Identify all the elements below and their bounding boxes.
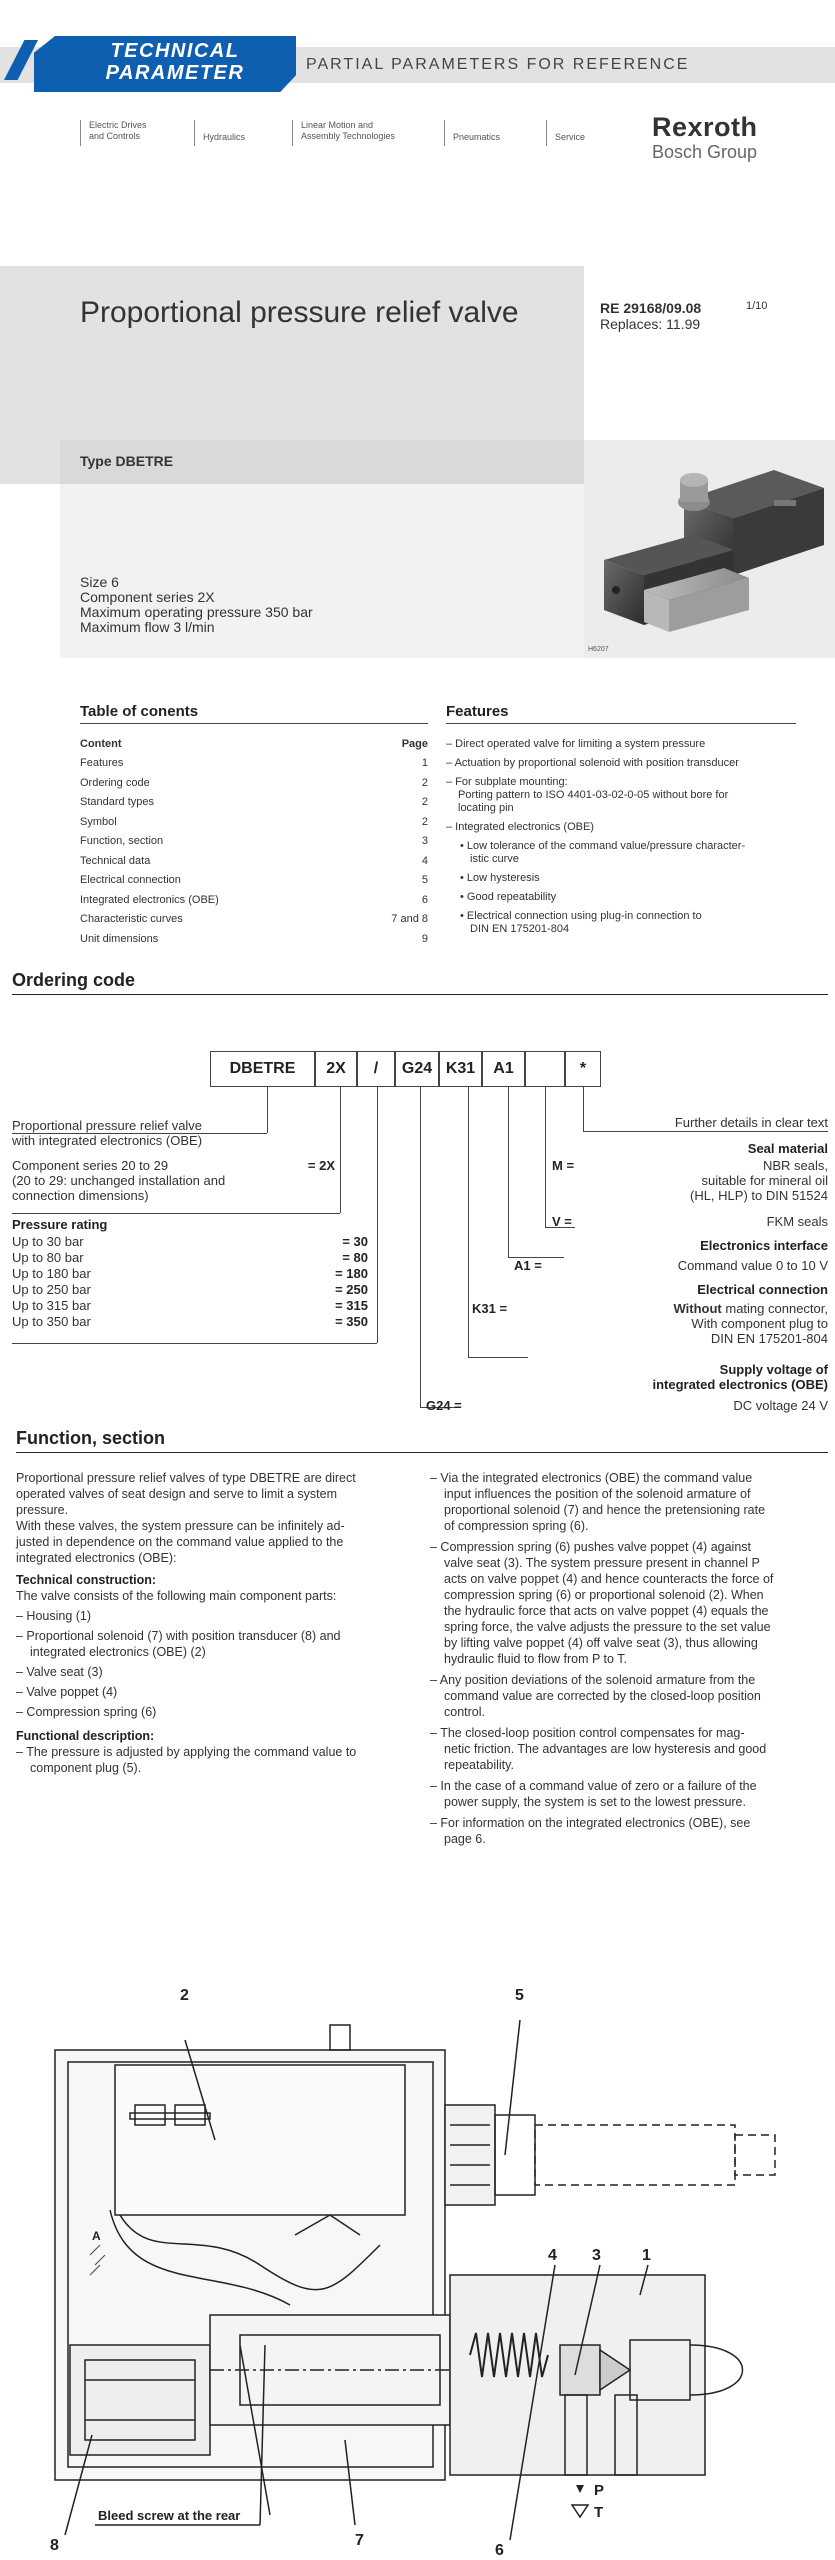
toc-page: 7 and 8 [391, 913, 428, 925]
nav-electric-drives[interactable]: Electric Drives and Controls [80, 120, 147, 146]
function-text-line: proportional solenoid (7) and hence the pretensioning rate [444, 1503, 766, 1517]
code-box-voltage: G24 [395, 1051, 439, 1087]
toc-row[interactable] [80, 777, 428, 789]
function-text-line: power supply, the system is set to the lowest pressure. [444, 1795, 746, 1809]
function-text-line: hydraulic fluid to flow from P to T. [444, 1652, 627, 1666]
pressure-code: = 180 [335, 1266, 368, 1281]
code-box-pressure: / [357, 1051, 395, 1087]
function-text-line: – Via the integrated electronics (OBE) the command value [430, 1471, 753, 1485]
toc-row[interactable] [80, 757, 428, 769]
page-number: 1/10 [746, 300, 768, 312]
function-text-line: compression spring (6) or proportional solenoid (2). When [444, 1588, 764, 1602]
toc-row[interactable] [80, 913, 428, 925]
callout-7: 7 [355, 2532, 364, 2549]
brand-logo: Rexroth [652, 112, 758, 142]
features-list: – Direct operated valve for limiting a system pressure – Actuation by proportional solenoid with position transducer – For subplate mounting: Porting pattern to ISO 4401-03-02-0-05 without bore for locating pin – Integrated electronics (OBE) • Low tolerance of the command value/pressure character- istic curve • Low hysteresis • Good repeatability • Electrical connection using plug-in connection to DIN EN 175201-804 [446, 738, 796, 936]
series-code: = 2X [307, 1158, 335, 1173]
type-label: Type DBETRE [80, 453, 174, 469]
pressure-label: Up to 250 bar [12, 1282, 91, 1297]
series-desc: Component series 20 to 29 (20 to 29: unchanged installation and connection dimensions) [12, 1158, 226, 1203]
function-text-line: page 6. [444, 1832, 486, 1846]
toc-page: 3 [421, 835, 428, 847]
callout-3: 3 [592, 2247, 601, 2264]
interface-a1-code: A1 = [514, 1258, 542, 1273]
function-left-column: Proportional pressure relief valves of type DBETRE are direct operated valves of seat design and serve to limit a system pressure. With these valves, the system pressure can be infinitely ad- justed in dependence on the command value applied to the integrated electronics (OBE): Technical construction: The valve consists of the following main component parts: – Housing (1) – Proportional solenoid (7) with position transducer (8) and integrated electronics (OBE) (2) – Valve seat (3) – Valve poppet (4) – Compression spring (6) Functional description: – The pressure is adjusted by applying the command value to component plug (5). [16, 1470, 416, 1776]
code-box-series: 2X [315, 1051, 357, 1087]
function-text-line: valve seat (3). The system pressure present in channel P [444, 1556, 760, 1570]
pressure-label: Up to 80 bar [12, 1250, 84, 1265]
function-heading: Function, section [16, 1428, 166, 1448]
pressure-code: = 80 [342, 1250, 368, 1265]
component-item: – Proportional solenoid (7) with position transducer (8) and [16, 1629, 341, 1643]
feature-item: – Integrated electronics (OBE) [446, 821, 594, 833]
leader-series-h [12, 1213, 340, 1214]
toc-page: 1 [421, 757, 428, 769]
leader-voltage [420, 1087, 421, 1407]
toc-header-row: Content Page [80, 738, 428, 750]
toc-label: Standard types [80, 796, 154, 808]
feature-subitem: • Good repeatability [460, 891, 557, 903]
interface-a1-desc: Command value 0 to 10 V [677, 1258, 828, 1273]
connection-k31-code: K31 = [472, 1301, 508, 1316]
toc-row[interactable] [80, 835, 428, 847]
callout-2: 2 [180, 1987, 189, 2004]
seal-heading: Seal material [747, 1141, 828, 1156]
functional-description-heading: Functional description: [16, 1729, 155, 1743]
toc-row[interactable] [80, 874, 428, 886]
toc-label: Unit dimensions [80, 932, 159, 945]
port-t-label: T [594, 2504, 604, 2521]
toc-row[interactable] [80, 796, 428, 808]
connection-heading: Electrical connection [697, 1282, 828, 1297]
technical-construction-heading: Technical construction: [16, 1573, 157, 1587]
toc-row[interactable] [80, 933, 428, 945]
feature-subitem: • Electrical connection using plug-in connection to [460, 910, 702, 922]
seal-m-desc: NBR seals, suitable for mineral oil (HL, HLP) to DIN 51524 [689, 1158, 828, 1203]
seal-v-desc: FKM seals [766, 1214, 828, 1229]
leader-interface [508, 1087, 509, 1257]
port-p-label: P [594, 2482, 605, 2499]
function-text-line: acts on valve poppet (4) and hence counteracts the force of [444, 1572, 774, 1586]
callout-6: 6 [495, 2542, 504, 2559]
ordering-code-heading: Ordering code [12, 970, 136, 990]
toc-rule [80, 723, 428, 724]
function-text-line: input influences the position of the solenoid armature of [444, 1487, 751, 1501]
supply-heading: Supply voltage of integrated electronics (OBE) [652, 1362, 828, 1392]
ordering-rule [12, 994, 828, 995]
connection-k31-desc: Without mating connector, With component plug to DIN EN 175201-804 [673, 1301, 828, 1346]
leader-details-h [583, 1131, 828, 1132]
toc-label: Ordering code [80, 776, 150, 789]
pressure-label: Up to 30 bar [12, 1234, 84, 1249]
nav-service[interactable]: Service [546, 120, 585, 146]
function-text-line: by lifting valve poppet (4) off valve seat (3), thus allowing [444, 1636, 758, 1650]
page-title: Proportional pressure relief valve [80, 296, 519, 329]
valve-desc: Proportional pressure relief valve with integrated electronics (OBE) [12, 1118, 203, 1148]
function-text-line: of compression spring (6). [444, 1519, 589, 1533]
pressure-code: = 250 [335, 1282, 368, 1297]
pressure-code: = 30 [342, 1234, 368, 1249]
function-text-line: – For information on the integrated electronics (OBE), see [430, 1816, 751, 1830]
function-text-line: netic friction. The advantages are low hysteresis and good [444, 1742, 767, 1756]
leader-series [340, 1087, 341, 1213]
component-item: – Compression spring (6) [16, 1705, 157, 1719]
code-box-interface: A1 [482, 1051, 525, 1087]
toc-label: Technical data [80, 854, 151, 867]
feature-subitem: • Low hysteresis [460, 872, 540, 884]
nav-pneumatics[interactable]: Pneumatics [444, 120, 500, 146]
function-text-line: repeatability. [444, 1758, 514, 1772]
seal-m-code: M = [552, 1158, 575, 1173]
code-box-connection: K31 [439, 1051, 482, 1087]
toc-page: 6 [421, 893, 428, 906]
feature-item: – For subplate mounting: [446, 776, 568, 788]
function-rule [16, 1452, 828, 1453]
pressure-code: = 315 [335, 1298, 368, 1313]
toc-page: 5 [421, 874, 428, 886]
function-text-line: – The closed-loop position control compensates for mag- [430, 1726, 745, 1740]
tagline: PARTIAL PARAMETERS FOR REFERENCE [306, 56, 690, 73]
toc-row[interactable] [80, 894, 428, 906]
pressure-label: Up to 180 bar [12, 1266, 91, 1281]
document-reference: RE 29168/09.08 Replaces: 11.99 [600, 300, 702, 332]
supply-g24-code: G24 = [426, 1398, 462, 1413]
nav-linear-motion[interactable]: Linear Motion and Assembly Technologies [292, 120, 395, 146]
bleed-screw-label: Bleed screw at the rear [98, 2508, 241, 2523]
leader-connection [468, 1087, 469, 1357]
callout-5: 5 [515, 1987, 524, 2004]
function-text-line: command value are corrected by the closed-loop position [444, 1689, 761, 1703]
code-box-details: * [565, 1051, 601, 1087]
feature-item: – Direct operated valve for limiting a system pressure [446, 738, 706, 750]
brand-subtitle: Bosch Group [652, 142, 758, 162]
pressure-label: Up to 315 bar [12, 1298, 91, 1313]
toc-row[interactable] [80, 855, 428, 867]
toc-page: 2 [421, 796, 428, 808]
features-heading: Features [446, 703, 509, 720]
toc-label: Integrated electronics (OBE) [80, 893, 219, 906]
pressure-heading: Pressure rating [12, 1217, 108, 1232]
seal-v-code: V = [552, 1214, 572, 1229]
code-box-seal [525, 1051, 565, 1087]
callout-8: 8 [50, 2537, 59, 2554]
component-item: – Valve poppet (4) [16, 1685, 118, 1699]
pressure-label: Up to 350 bar [12, 1314, 91, 1329]
product-photo [584, 440, 835, 658]
sectional-drawing [0, 1965, 835, 2560]
toc-page: 2 [421, 776, 428, 789]
component-item: – Valve seat (3) [16, 1665, 103, 1679]
valve-illustration [584, 440, 835, 658]
spec-list: Size 6 Component series 2X Maximum operating pressure 350 bar Maximum flow 3 l/min [80, 574, 313, 635]
badge-text: TECHNICAL PARAMETER [105, 40, 245, 84]
supply-g24-desc: DC voltage 24 V [733, 1398, 828, 1413]
toc-page: 2 [421, 815, 428, 828]
leader-pressure [377, 1087, 378, 1343]
further-details: Further details in clear text [674, 1115, 828, 1130]
function-text-line: spring force, the valve adjusts the pressure to the set value [444, 1620, 771, 1634]
toc-label: Symbol [80, 815, 117, 828]
component-item: – Housing (1) [16, 1609, 92, 1623]
function-right-column [430, 1470, 828, 1847]
function-text-line: – Any position deviations of the solenoid armature from the [430, 1673, 756, 1687]
function-text-line: the hydraulic force that acts on valve poppet (4) equals the [444, 1604, 769, 1618]
label-a: A [92, 2229, 101, 2243]
function-text-line: control. [444, 1705, 485, 1719]
leader-seal [545, 1087, 546, 1227]
toc-label: Electrical connection [80, 874, 181, 886]
function-text-line: – Compression spring (6) pushes valve poppet (4) against [430, 1540, 752, 1554]
callout-4: 4 [548, 2247, 557, 2264]
toc-page: 9 [421, 932, 428, 945]
feature-item: – Actuation by proportional solenoid with position transducer [446, 757, 739, 769]
feature-subitem: • Low tolerance of the command value/pressure character- [460, 840, 746, 852]
toc-page: 4 [421, 854, 428, 867]
function-text-line: – In the case of a command value of zero or a failure of the [430, 1779, 757, 1793]
leader-pressure-h [12, 1343, 377, 1344]
pressure-code: = 350 [335, 1314, 368, 1329]
leader-connection-h [468, 1357, 528, 1358]
toc-label: Characteristic curves [80, 913, 183, 925]
callout-1: 1 [642, 2247, 651, 2264]
toc-label: Function, section [80, 835, 164, 847]
features-rule [446, 723, 796, 724]
nav-hydraulics[interactable]: Hydraulics [194, 120, 245, 146]
toc-label: Features [80, 757, 124, 769]
interface-heading: Electronics interface [700, 1238, 828, 1253]
section-svg [0, 1965, 835, 2560]
photo-code: H6207 [588, 646, 609, 653]
toc-row[interactable] [80, 816, 428, 828]
toc-heading: Table of conents [80, 703, 199, 720]
code-box-type: DBETRE [210, 1051, 315, 1087]
leader-type [267, 1087, 268, 1133]
